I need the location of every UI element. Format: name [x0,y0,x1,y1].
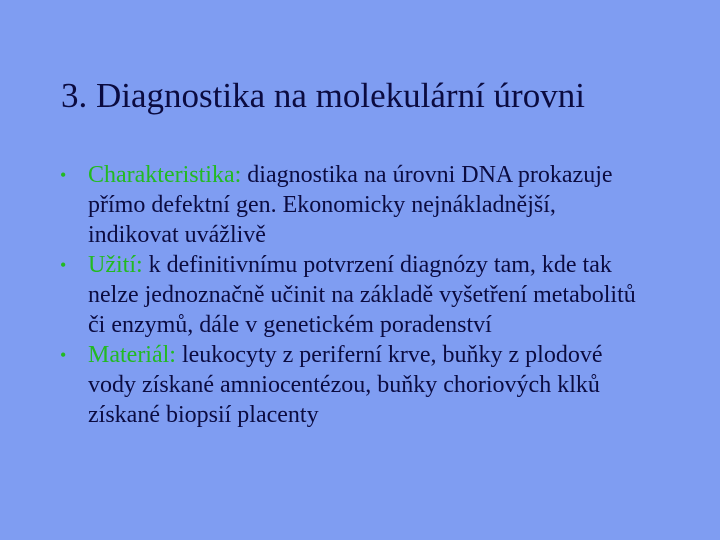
bullet-term-usage: Užití: [88,252,143,278]
bullet-icon: • [60,345,67,365]
slide-title: 3. Diagnostika na molekulární úrovni [61,76,585,115]
bullet-term-characteristics: Charakteristika: [88,162,242,188]
bullet-item-characteristics [60,160,648,250]
bullet-item-material [60,340,648,430]
bullet-list [60,160,648,430]
bullet-icon: • [60,165,67,185]
bullet-term-material: Materiál: [88,342,176,368]
bullet-icon: • [60,255,67,275]
bullet-text-characteristics: diagnostika na úrovni DNA prokazuje přímo defektní gen. Ekonomicky nejnákladnější, indikovat uvážlivě [88,162,613,248]
bullet-item-usage [60,250,648,340]
bullet-text-material: leukocyty z periferní krve, buňky z plodové vody získané amniocentézou, buňky choriových klků získané biopsií placenty [88,342,603,428]
bullet-text-usage: k definitivnímu potvrzení diagnózy tam, kde tak nelze jednoznačně učinit na základě vyšetření metabolitů či enzymů, dále v genetickém poradenství [88,252,636,338]
